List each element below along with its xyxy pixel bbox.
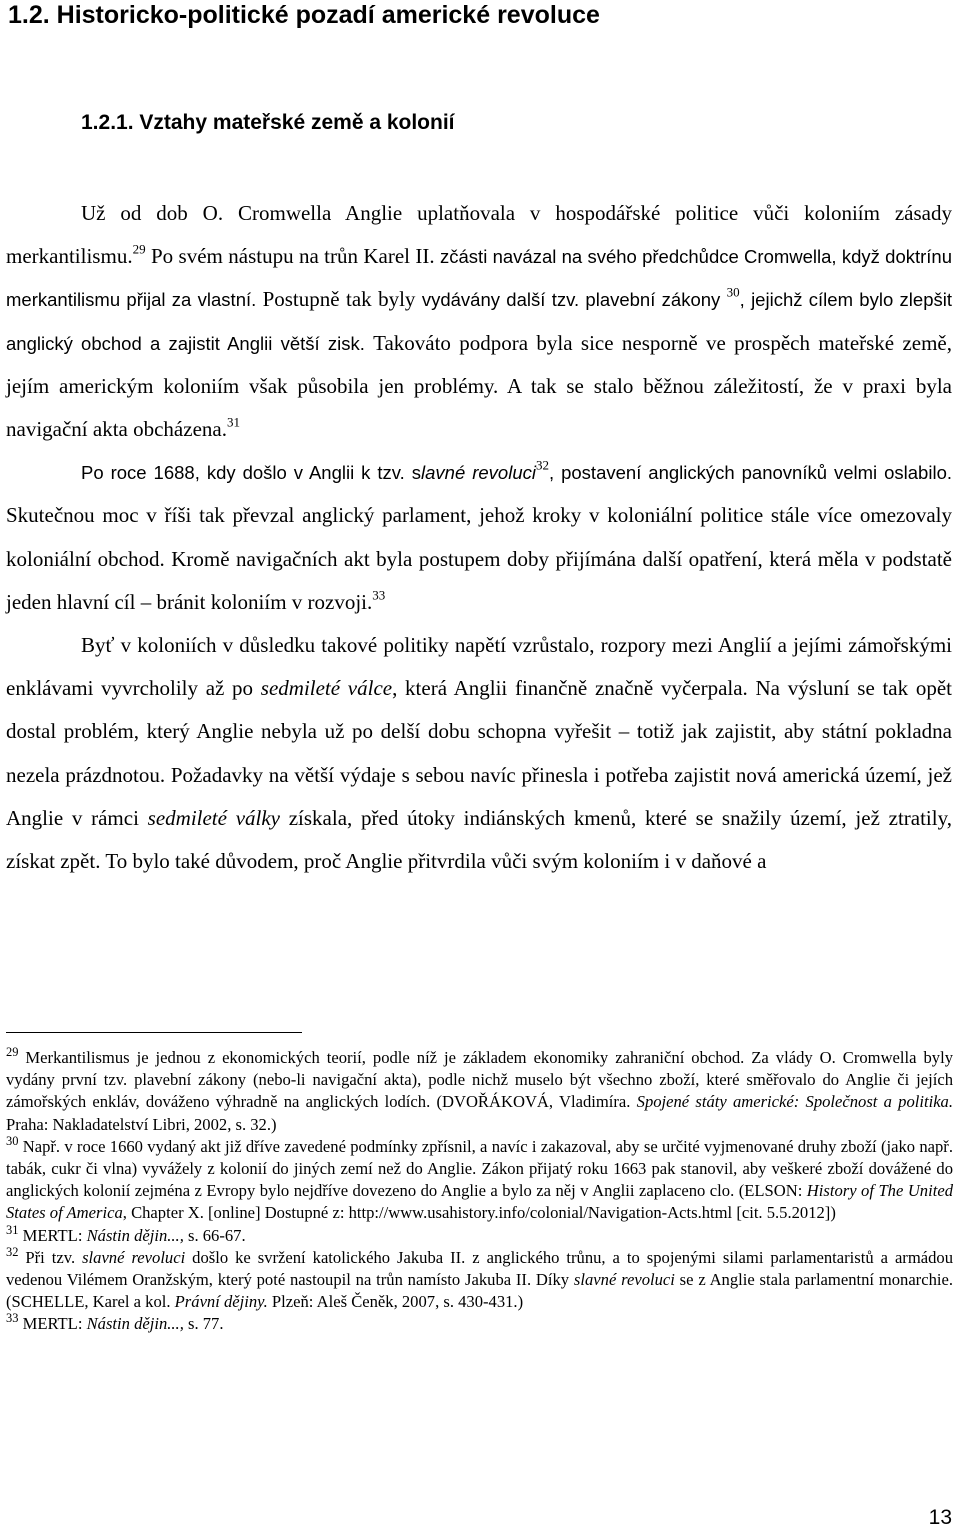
text-span-italic: sedmileté války xyxy=(147,805,280,830)
text-span-italic: lavné revoluci xyxy=(421,462,536,484)
text-span: Už od dob O. Cromwella Anglie uplatňovala v hospodářské politice vůči koloniím zásady merkantilismu. xyxy=(6,201,952,269)
text-span: Takováto podpora byla sice nesporně ve prospěch mateřské země, jejím americkým koloniím však působila jen problémy. A tak se stalo běžnou záležitostí, že v praxi byla navigační akta obcházena. xyxy=(6,330,953,442)
footnote-italic: Spojené státy americké: Společnost a politika. xyxy=(636,1092,953,1112)
footnote-32 xyxy=(6,1244,953,1314)
footnote-text: Plzeň: Aleš Čeněk, 2007, s. 430-431.) xyxy=(267,1292,524,1312)
footnote-29 xyxy=(6,1047,953,1136)
footnote-text: MERTL: xyxy=(18,1225,87,1245)
footnote-italic: slavné revoluci xyxy=(82,1247,186,1267)
footnote-number: 31 xyxy=(6,1222,19,1237)
text-span-sans: zčásti navázal na svého předchůdce Cromwella, když doktrínu merkantilismu přijal za vlastní. xyxy=(6,246,953,311)
footnote-number: 30 xyxy=(6,1133,19,1148)
body-text xyxy=(6,192,952,883)
text-span-sans: vydávány další tzv. plavební zákony xyxy=(421,289,727,311)
footnote-ref-29[interactable]: 29 xyxy=(132,241,146,257)
footnote-italic: Právní dějiny. xyxy=(174,1292,268,1312)
text-span: , která Anglii finančně značně vyčerpala. Na výsluní se tak opět dostal problém, který Anglie nebyla už po delší dobu schopna vyřešit – totiž jak zajistit, aby státní pokladna nezela prázdnotou. Požadavky na větší výdaje s sebou navíc přinesla i potřeba zajistit nová americká území, jež Anglie v rámci xyxy=(6,676,952,830)
paragraph-3 xyxy=(6,624,952,883)
text-span: Po svém nástupu na trůn Karel II. xyxy=(145,244,441,269)
paragraph-1 xyxy=(6,192,952,451)
text-span: Postupně tak byly xyxy=(262,287,422,312)
footnote-text: Merkantilismus je jednou z ekonomických teorií, podle níž je základem ekonomiky zahraniční obchod. Za vlády O. Cromwella byly vydány první tzv. plavební zákony (nebo-li navigační akta), podle nichž muselo být všechno zboží, které směřovalo do Anglie či jejích zámořských enkláv, dováženo výhradně na anglických lodích. (DVOŘÁKOVÁ, Vladimíra. xyxy=(6,1048,953,1112)
footnote-text: Praha: Nakladatelství Libri, 2002, s. 32.) xyxy=(6,1114,277,1134)
footnote-text: Např. v roce 1660 vydaný akt již dříve zavedené podmínky zpřísnil, a navíc i zakazoval, aby se určité vyjmenované druhy zboží (jako např. tabák, cukr či vlna) vyvážely z kolonií do jiných zemí než do Anglie. Zákon přijatý roku 1663 pak stanovil, aby veškeré zboží dovážené do anglických kolonií zejména z Evropy bylo nejdříve dovezeno do Anglie a bylo za něj v Anglii zaplaceno clo. (ELSON: xyxy=(6,1136,953,1201)
text-span: Byť v koloniích v důsledku takové politiky napětí vzrůstalo, rozpory mezi Anglií a jejími zámořskými enklávami vyvrcholily až po xyxy=(6,633,952,701)
footnotes xyxy=(6,1047,953,1336)
footnote-number: 29 xyxy=(6,1045,19,1060)
footnote-30 xyxy=(6,1133,953,1225)
text-span: získala, před útoky indiánských kmenů, které se snažily území, jež ztratily, získat zpět. To bylo také důvodem, proč Anglie přitvrdila vůči svým koloniím i v daňové a xyxy=(6,805,952,874)
footnote-33 xyxy=(6,1313,953,1335)
footnote-ref-31[interactable]: 31 xyxy=(226,414,240,430)
text-span: Skutečnou moc v říši tak převzal anglický parlament, jehož kroky v koloniální politice stále více omezovaly koloniální obchod. Kromě navigačních akt byla postupem doby přijímána další opatření, která měla v podstatě jeden hlavní cíl – bránit koloniím v rozvoji. xyxy=(6,503,952,614)
footnote-number: 33 xyxy=(6,1311,19,1326)
page-number: 13 xyxy=(928,1506,952,1529)
text-span-italic: sedmileté válce xyxy=(260,676,393,701)
footnote-text: MERTL: xyxy=(18,1314,87,1334)
footnote-ref-33[interactable]: 33 xyxy=(372,587,386,603)
paragraph-2 xyxy=(6,451,952,624)
footnote-ref-32[interactable]: 32 xyxy=(535,457,549,473)
section-heading: 1.2. Historicko-politické pozadí americké revoluce xyxy=(8,1,600,29)
footnote-text: , Chapter X. [online] Dostupné z: http://www.usahistory.info/colonial/Navigation-Acts.html [cit. 5.5.2012]) xyxy=(122,1203,836,1223)
footnote-italic: History of The United States of America xyxy=(6,1181,953,1223)
footnote-italic: slavné revoluci xyxy=(573,1270,675,1290)
footnote-text: se z Anglie stala parlamentní monarchie. (SCHELLE, Karel a kol. xyxy=(6,1270,953,1312)
text-span-sans: , postavení anglických panovníků velmi oslabilo. xyxy=(549,462,952,484)
footnote-ref-30[interactable]: 30 xyxy=(726,284,740,300)
footnote-text: s. 66-67. xyxy=(183,1225,246,1245)
footnote-text: s. 77. xyxy=(183,1314,224,1334)
footnote-text: Při tzv. xyxy=(18,1247,83,1267)
subsection-heading: 1.2.1. Vztahy mateřské země a kolonií xyxy=(81,111,455,134)
text-span-sans: Po roce 1688, kdy došlo v Anglii k tzv. s xyxy=(81,462,422,484)
footnote-31 xyxy=(6,1222,953,1247)
footnote-text: došlo ke svržení katolického Jakuba II. z anglického trůnu, a to spojenými silami parlamentaristů a armádou vedenou Vilémem Oranžským, který poté nastoupil na trůn namísto Jakuba II. Díky xyxy=(6,1247,953,1290)
footnote-italic: Nástin dějin..., xyxy=(86,1314,184,1334)
footnote-number: 32 xyxy=(6,1244,19,1259)
footnote-italic: Nástin dějin..., xyxy=(86,1225,184,1245)
footnote-divider xyxy=(6,1032,302,1033)
text-span-sans: , jejichž cílem bylo zlepšit anglický obchod a zajistit Anglii větší zisk. xyxy=(6,289,952,354)
